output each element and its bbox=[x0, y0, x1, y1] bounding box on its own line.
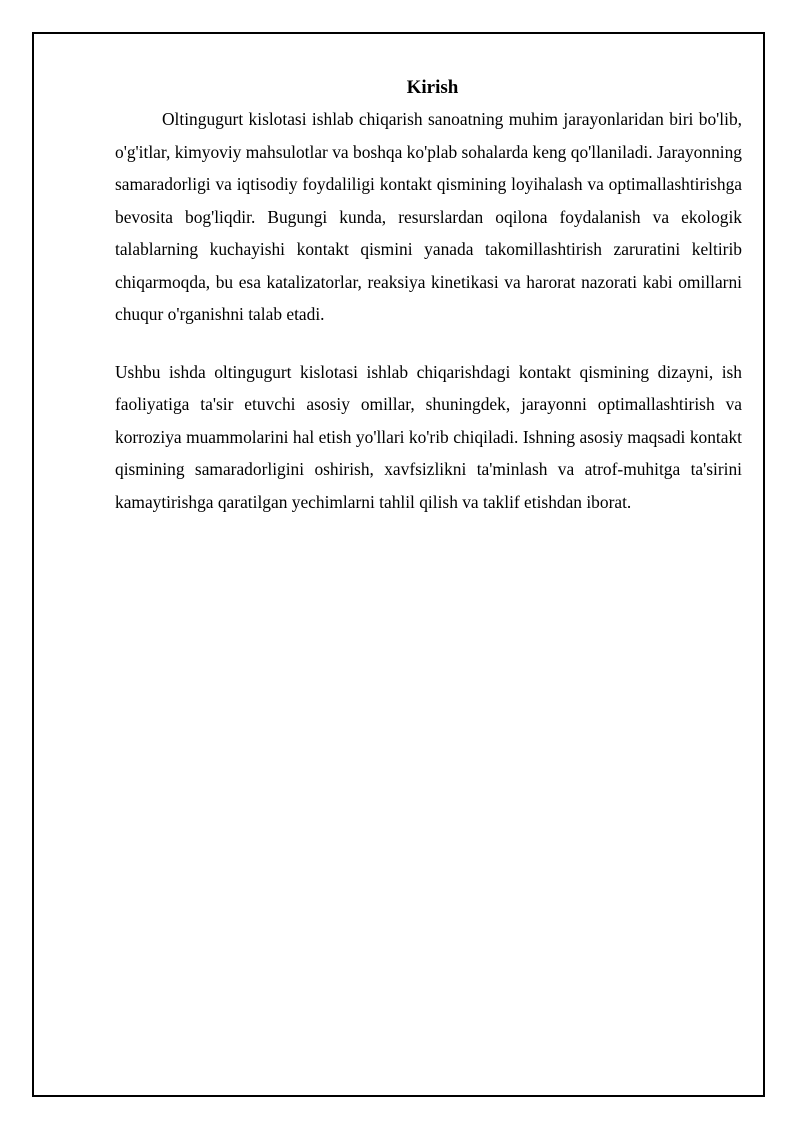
paragraph-2: Ushbu ishda oltingugurt kislotasi ishlab chiqarishdagi kontakt qismining dizayni, ish faoliyatiga ta'sir etuvchi asosiy omillar, shuningdek, jarayonni optimallashtirish va korroziya muammolarini hal etish yo'llari ko'rib chiqiladi. Ishning asosiy maqsadi kontakt qismining samaradorligini oshirish, xavfsizlikni ta'minlash va atrof-muhitga ta'sirini kamaytirishga qaratilgan yechimlarni tahlil qilish va taklif etishdan iborat. bbox=[115, 361, 742, 512]
paragraph-1: Oltingugurt kislotasi ishlab chiqarish sanoatning muhim jarayonlaridan biri bo'lib, o'g'itlar, kimyoviy mahsulotlar va boshqa ko'plab sohalarda keng qo'llaniladi. Jarayonning samaradorligi va iqtisodiy foydaliligi kontakt qismining loyihalash va optimallashtirishga bevosita bog'liqdir. Bugungi kunda, resurslardan oqilona foydalanish va ekologik talablarning kuchayishi kontakt qismini yanada takomillashtirish zaruratini keltirib chiqarmoqda, bu esa katalizatorlar, reaksiya kinetikasi va harorat nazorati kabi omillarni chuqur o'rganishni talab etadi. bbox=[115, 109, 742, 324]
section-title: Kirish bbox=[406, 77, 459, 98]
document-body bbox=[115, 73, 742, 518]
paragraph-spacer bbox=[115, 331, 742, 356]
